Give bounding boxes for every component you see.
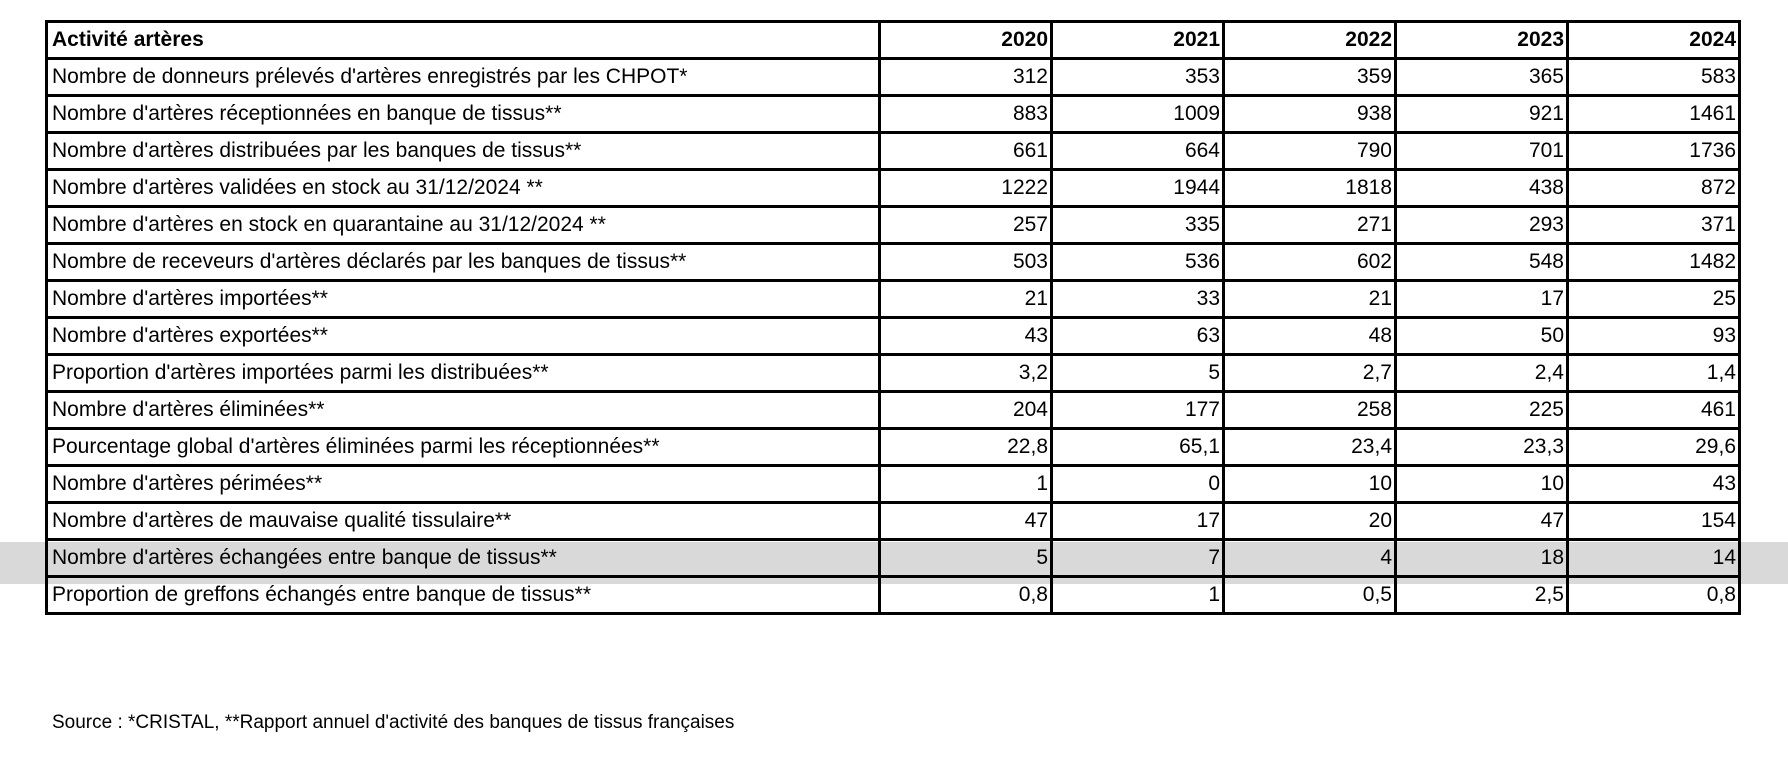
header-cell-year: 2020	[880, 22, 1052, 59]
row-label-cell: Pourcentage global d'artères éliminées parmi les réceptionnées**	[47, 429, 880, 466]
value-cell: 293	[1396, 207, 1568, 244]
value-cell: 65,1	[1052, 429, 1224, 466]
table-row	[47, 170, 1740, 207]
value-cell: 1	[1052, 577, 1224, 614]
value-cell: 1461	[1568, 96, 1740, 133]
value-cell: 47	[880, 503, 1052, 540]
value-cell: 47	[1396, 503, 1568, 540]
value-cell: 1818	[1224, 170, 1396, 207]
header-cell-year: 2024	[1568, 22, 1740, 59]
value-cell: 4	[1224, 540, 1396, 577]
value-cell: 10	[1224, 466, 1396, 503]
value-cell: 1222	[880, 170, 1052, 207]
value-cell: 43	[1568, 466, 1740, 503]
value-cell: 21	[880, 281, 1052, 318]
value-cell: 536	[1052, 244, 1224, 281]
table-row	[47, 429, 1740, 466]
header-cell-label: Activité artères	[47, 22, 880, 59]
header-cell-year: 2022	[1224, 22, 1396, 59]
value-cell: 5	[880, 540, 1052, 577]
table-row	[47, 577, 1740, 614]
source-note: Source : *CRISTAL, **Rapport annuel d'activité des banques de tissus françaises	[52, 712, 735, 733]
value-cell: 1,4	[1568, 355, 1740, 392]
value-cell: 335	[1052, 207, 1224, 244]
row-label-cell: Nombre d'artères en stock en quarantaine au 31/12/2024 **	[47, 207, 880, 244]
value-cell: 2,4	[1396, 355, 1568, 392]
value-cell: 548	[1396, 244, 1568, 281]
value-cell: 1	[880, 466, 1052, 503]
row-label-cell: Nombre d'artères éliminées**	[47, 392, 880, 429]
artery-activity-table	[45, 20, 1741, 615]
table-body	[47, 59, 1740, 614]
table-row	[47, 281, 1740, 318]
value-cell: 23,4	[1224, 429, 1396, 466]
value-cell: 1736	[1568, 133, 1740, 170]
value-cell: 353	[1052, 59, 1224, 96]
row-label-cell: Proportion d'artères importées parmi les distribuées**	[47, 355, 880, 392]
row-label-cell: Nombre d'artères validées en stock au 31/12/2024 **	[47, 170, 880, 207]
value-cell: 661	[880, 133, 1052, 170]
row-label-cell: Nombre d'artères périmées**	[47, 466, 880, 503]
value-cell: 10	[1396, 466, 1568, 503]
table-row	[47, 392, 1740, 429]
value-cell: 29,6	[1568, 429, 1740, 466]
value-cell: 258	[1224, 392, 1396, 429]
value-cell: 257	[880, 207, 1052, 244]
value-cell: 154	[1568, 503, 1740, 540]
row-label-cell: Nombre de donneurs prélevés d'artères enregistrés par les CHPOT*	[47, 59, 880, 96]
value-cell: 48	[1224, 318, 1396, 355]
row-label-cell: Nombre de receveurs d'artères déclarés par les banques de tissus**	[47, 244, 880, 281]
row-label-cell: Nombre d'artères échangées entre banque de tissus**	[47, 540, 880, 577]
value-cell: 883	[880, 96, 1052, 133]
row-label-cell: Nombre d'artères distribuées par les banques de tissus**	[47, 133, 880, 170]
value-cell: 204	[880, 392, 1052, 429]
header-cell-year: 2021	[1052, 22, 1224, 59]
header-cell-year: 2023	[1396, 22, 1568, 59]
value-cell: 271	[1224, 207, 1396, 244]
value-cell: 371	[1568, 207, 1740, 244]
value-cell: 790	[1224, 133, 1396, 170]
value-cell: 25	[1568, 281, 1740, 318]
value-cell: 0,5	[1224, 577, 1396, 614]
value-cell: 17	[1396, 281, 1568, 318]
row-label-cell: Proportion de greffons échangés entre banque de tissus**	[47, 577, 880, 614]
value-cell: 461	[1568, 392, 1740, 429]
value-cell: 17	[1052, 503, 1224, 540]
table-row	[47, 96, 1740, 133]
value-cell: 225	[1396, 392, 1568, 429]
value-cell: 5	[1052, 355, 1224, 392]
value-cell: 3,2	[880, 355, 1052, 392]
value-cell: 1482	[1568, 244, 1740, 281]
value-cell: 1009	[1052, 96, 1224, 133]
value-cell: 359	[1224, 59, 1396, 96]
table-header-row	[47, 22, 1740, 59]
value-cell: 365	[1396, 59, 1568, 96]
value-cell: 0,8	[1568, 577, 1740, 614]
value-cell: 2,7	[1224, 355, 1396, 392]
value-cell: 0	[1052, 466, 1224, 503]
value-cell: 583	[1568, 59, 1740, 96]
value-cell: 21	[1224, 281, 1396, 318]
table-row	[47, 355, 1740, 392]
table-row	[47, 466, 1740, 503]
table-row	[47, 59, 1740, 96]
value-cell: 664	[1052, 133, 1224, 170]
table-row	[47, 244, 1740, 281]
value-cell: 18	[1396, 540, 1568, 577]
table-row	[47, 318, 1740, 355]
value-cell: 23,3	[1396, 429, 1568, 466]
value-cell: 22,8	[880, 429, 1052, 466]
value-cell: 0,8	[880, 577, 1052, 614]
value-cell: 20	[1224, 503, 1396, 540]
value-cell: 602	[1224, 244, 1396, 281]
value-cell: 438	[1396, 170, 1568, 207]
value-cell: 43	[880, 318, 1052, 355]
row-label-cell: Nombre d'artères importées**	[47, 281, 880, 318]
value-cell: 33	[1052, 281, 1224, 318]
value-cell: 14	[1568, 540, 1740, 577]
table-row	[47, 207, 1740, 244]
value-cell: 701	[1396, 133, 1568, 170]
value-cell: 2,5	[1396, 577, 1568, 614]
row-label-cell: Nombre d'artères réceptionnées en banque de tissus**	[47, 96, 880, 133]
table-row	[47, 503, 1740, 540]
value-cell: 50	[1396, 318, 1568, 355]
value-cell: 177	[1052, 392, 1224, 429]
value-cell: 921	[1396, 96, 1568, 133]
value-cell: 312	[880, 59, 1052, 96]
value-cell: 63	[1052, 318, 1224, 355]
value-cell: 1944	[1052, 170, 1224, 207]
value-cell: 872	[1568, 170, 1740, 207]
value-cell: 503	[880, 244, 1052, 281]
table-row	[47, 540, 1740, 577]
value-cell: 7	[1052, 540, 1224, 577]
value-cell: 938	[1224, 96, 1396, 133]
row-label-cell: Nombre d'artères exportées**	[47, 318, 880, 355]
row-label-cell: Nombre d'artères de mauvaise qualité tissulaire**	[47, 503, 880, 540]
table-row	[47, 133, 1740, 170]
value-cell: 93	[1568, 318, 1740, 355]
